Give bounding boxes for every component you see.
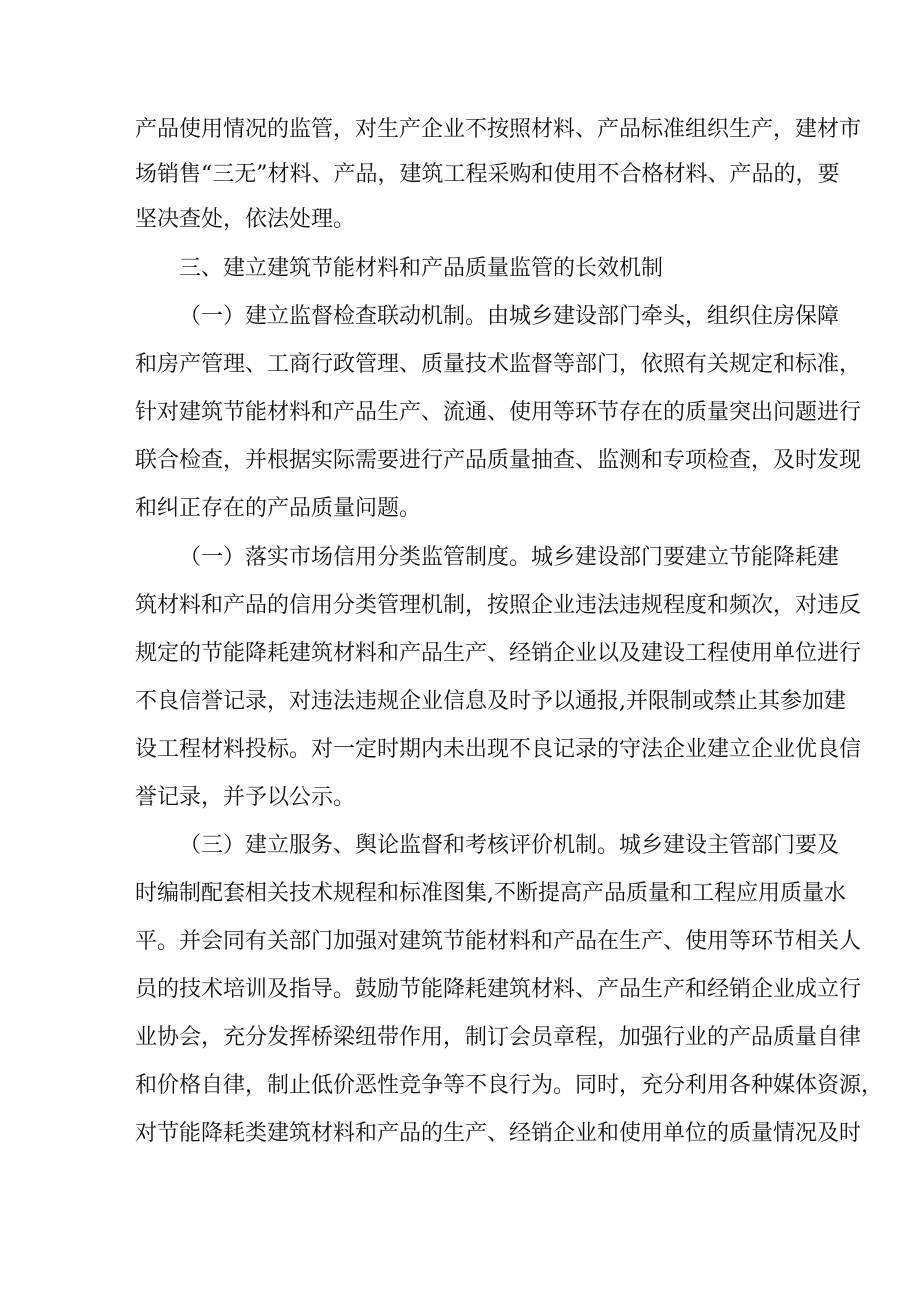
text-line: 业协会，充分发挥桥梁纽带作用，制订会员章程，加强行业的产品质量自律 <box>135 1025 862 1050</box>
text-line: 对节能降耗类建筑材料和产品的生产、经销企业和使用单位的质量情况及时 <box>135 1121 862 1146</box>
text-line: （一）建立监督检查联动机制。由城乡建设部门牵头，组织住房保障 <box>179 304 840 329</box>
text-line: 誉记录，并予以公示。 <box>135 785 356 810</box>
text-line: 员的技术培训及指导。鼓励节能降耗建筑材料、产品生产和经销企业成立行 <box>135 977 862 1002</box>
text-line: （三）建立服务、舆论监督和考核评价机制。城乡建设主管部门要及 <box>179 833 840 858</box>
text-line: 产品使用情况的监管，对生产企业不按照材料、产品标准组织生产，建材市 <box>135 117 862 142</box>
section-heading: 三、建立建筑节能材料和产品质量监管的长效机制 <box>179 256 664 281</box>
text-line: 规定的节能降耗建筑材料和产品生产、经销企业以及建设工程使用单位进行 <box>135 641 862 666</box>
text-line: 筑材料和产品的信用分类管理机制，按照企业违法违规程度和频次，对违反 <box>135 593 862 618</box>
text-line: 和纠正存在的产品质量问题。 <box>135 496 422 521</box>
text-line: （一）落实市场信用分类监管制度。城乡建设部门要建立节能降耗建 <box>179 545 840 570</box>
text-line: 坚决查处，依法处理。 <box>135 207 356 232</box>
text-line: 和价格自律，制止低价恶性竞争等不良行为。同时，充分利用各种媒体资源， <box>135 1073 884 1098</box>
text-line: 场销售“三无”材料、产品，建筑工程采购和使用不合格材料、产品的，要 <box>135 162 840 187</box>
text-line: 不良信誉记录，对违法违规企业信息及时予以通报,并限制或禁止其参加建 <box>135 689 846 714</box>
text-line: 针对建筑节能材料和产品生产、流通、使用等环节存在的质量突出问题进行 <box>135 400 862 425</box>
text-line: 和房产管理、工商行政管理、质量技术监督等部门，依照有关规定和标准， <box>135 352 862 377</box>
text-line: 平。并会同有关部门加强对建筑节能材料和产品在生产、使用等环节相关人 <box>135 929 862 954</box>
text-line: 设工程材料投标。对一定时期内未出现不良记录的守法企业建立企业优良信 <box>135 737 862 762</box>
text-line: 联合检查，并根据实际需要进行产品质量抽查、监测和专项检查，及时发现 <box>135 448 862 473</box>
text-line: 时编制配套相关技术规程和标准图集,不断提高产品质量和工程应用质量水 <box>135 881 846 906</box>
